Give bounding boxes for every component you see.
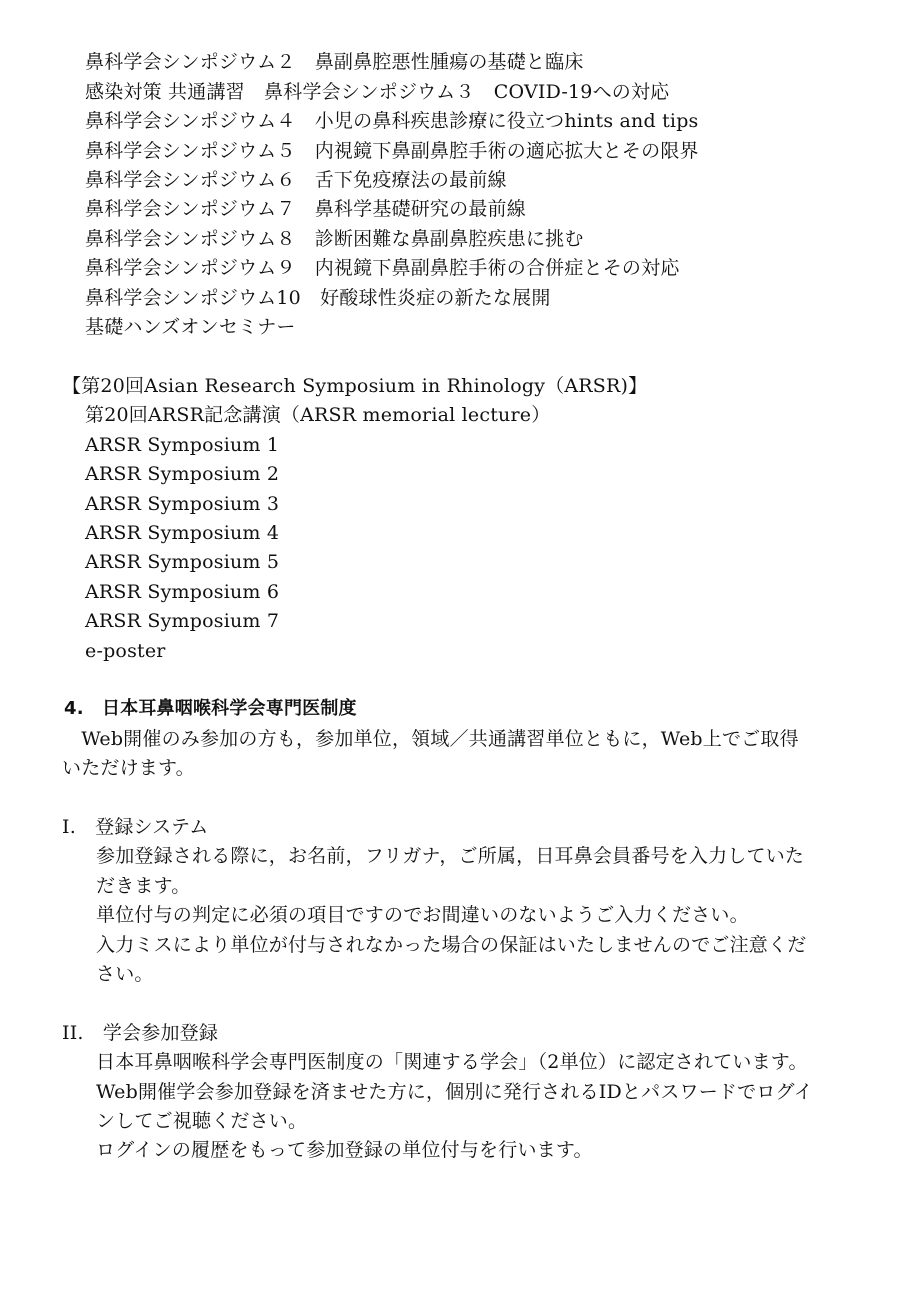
conference-heading: II. 学会参加登録: [62, 1022, 219, 1044]
section-4-heading: 4. 日本耳鼻咽喉科学会専門医制度: [64, 698, 357, 719]
symposium-10: 鼻科学会シンポジウム10 好酸球性炎症の新たな展開: [85, 287, 551, 309]
symposium-5: 鼻科学会シンポジウム５ 内視鏡下鼻副鼻腔手術の適応拡大とその限界: [85, 140, 699, 162]
conference-line-1: 日本耳鼻咽喉科学会専門医制度の「関連する学会」（2単位）に認定されています。: [96, 1051, 808, 1073]
section-4-intro-line-2: いただけます。: [62, 757, 195, 779]
arsr-symposium-7: ARSR Symposium 7: [85, 610, 280, 632]
symposium-8: 鼻科学会シンポジウム８ 診断困難な鼻副鼻腔疾患に挑む: [85, 228, 584, 250]
arsr-symposium-2: ARSR Symposium 2: [85, 463, 280, 485]
symposium-4: 鼻科学会シンポジウム４ 小児の鼻科疾患診療に役立つhints and tips: [85, 110, 699, 132]
arsr-symposium-4: ARSR Symposium 4: [85, 522, 280, 544]
registration-line-1: 参加登録される際に，お名前，フリガナ，ご所属，日耳鼻会員番号を入力していた: [96, 845, 805, 867]
symposium-7: 鼻科学会シンポジウム７ 鼻科学基礎研究の最前線: [85, 198, 526, 220]
e-poster: e-poster: [85, 640, 166, 662]
registration-heading: I. 登録システム: [62, 816, 209, 838]
section-4-intro-line-1: Web開催のみ参加の方も，参加単位，領域／共通講習単位ともに，Web上でご取得: [62, 728, 799, 750]
symposium-2: 鼻科学会シンポジウム２ 鼻副鼻腔悪性腫瘍の基礎と臨床: [85, 51, 584, 73]
registration-line-3: 単位付与の判定に必須の項目ですのでお間違いのないようご入力ください。: [96, 904, 749, 926]
registration-line-4: 入力ミスにより単位が付与されなかった場合の保証はいたしませんのでご注意くだ: [96, 934, 807, 956]
arsr-symposium-1: ARSR Symposium 1: [85, 434, 280, 456]
conference-line-3: ンしてご視聴ください。: [96, 1110, 308, 1132]
conference-line-4: ログインの履歴をもって参加登録の単位付与を行います。: [96, 1139, 593, 1161]
registration-line-5: さい。: [96, 963, 154, 985]
arsr-memorial-lecture: 第20回ARSR記念講演（ARSR memorial lecture）: [85, 404, 551, 426]
hands-on-seminar: 基礎ハンズオンセミナー: [85, 316, 296, 338]
conference-line-2: Web開催学会参加登録を済ませた方に，個別に発行されるIDとパスワードでログイ: [96, 1081, 813, 1103]
arsr-symposium-3: ARSR Symposium 3: [85, 493, 280, 515]
arsr-symposium-6: ARSR Symposium 6: [85, 581, 280, 603]
symposium-9: 鼻科学会シンポジウム９ 内視鏡下鼻副鼻腔手術の合併症とその対応: [85, 257, 680, 279]
arsr-symposium-5: ARSR Symposium 5: [85, 551, 280, 573]
symposium-3: 感染対策 共通講習 鼻科学会シンポジウム３ COVID-19への対応: [85, 81, 670, 103]
registration-line-2: だきます。: [96, 875, 191, 897]
arsr-title: 【第20回Asian Research Symposium in Rhinology（ARSR)】: [62, 375, 648, 397]
symposium-6: 鼻科学会シンポジウム６ 舌下免疫療法の最前線: [85, 169, 507, 191]
